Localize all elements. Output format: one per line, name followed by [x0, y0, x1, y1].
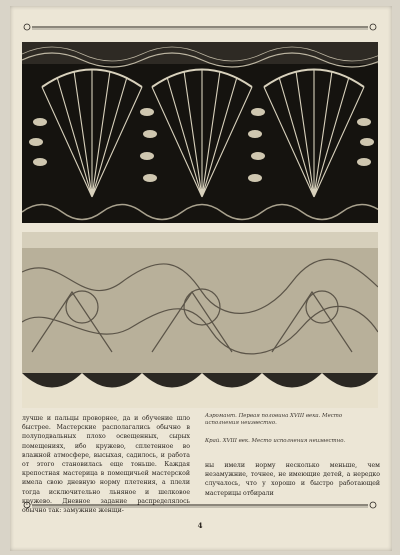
bottom-ornament-rule	[22, 500, 378, 510]
lace-photo-fans	[22, 42, 378, 223]
right-column-paragraph: ны имели норму несколько меньше, чем незамужние, точнее, не имеющие детей, а нередко случалось, что у хорошо и быстро работающей мастерицы отбирали	[205, 462, 380, 497]
lace-photo-border	[22, 232, 378, 408]
photo-caption-1: Аэромант. Первая половина XVIII века. Место исполнения неизвестно.	[205, 413, 343, 426]
body-text-right-column	[205, 461, 380, 498]
top-ornament-rule	[22, 22, 378, 32]
left-column-paragraph: лучше и пальцы проворнее, да и обучение шло быстрее. Мастерские располагались обычно в полуподвальных плохо освещенных, сырых помещениях, ибо кружево, сплетенное во влажной атмосфере, высыхая, садилось, и работа от этого становилась еще тоньше. Каждая крепостная мастерица в помещичьей мастерской имела свою дневную норму плетения, а плели тогда исключительно льняное и шелковое кружево. Дневное задание распределялось обычно так: замужние женщи-	[22, 415, 190, 515]
page-number: 4	[197, 521, 203, 530]
photo-caption-2: Край. XVIII век. Место исполнения неизвестно.	[205, 438, 346, 444]
